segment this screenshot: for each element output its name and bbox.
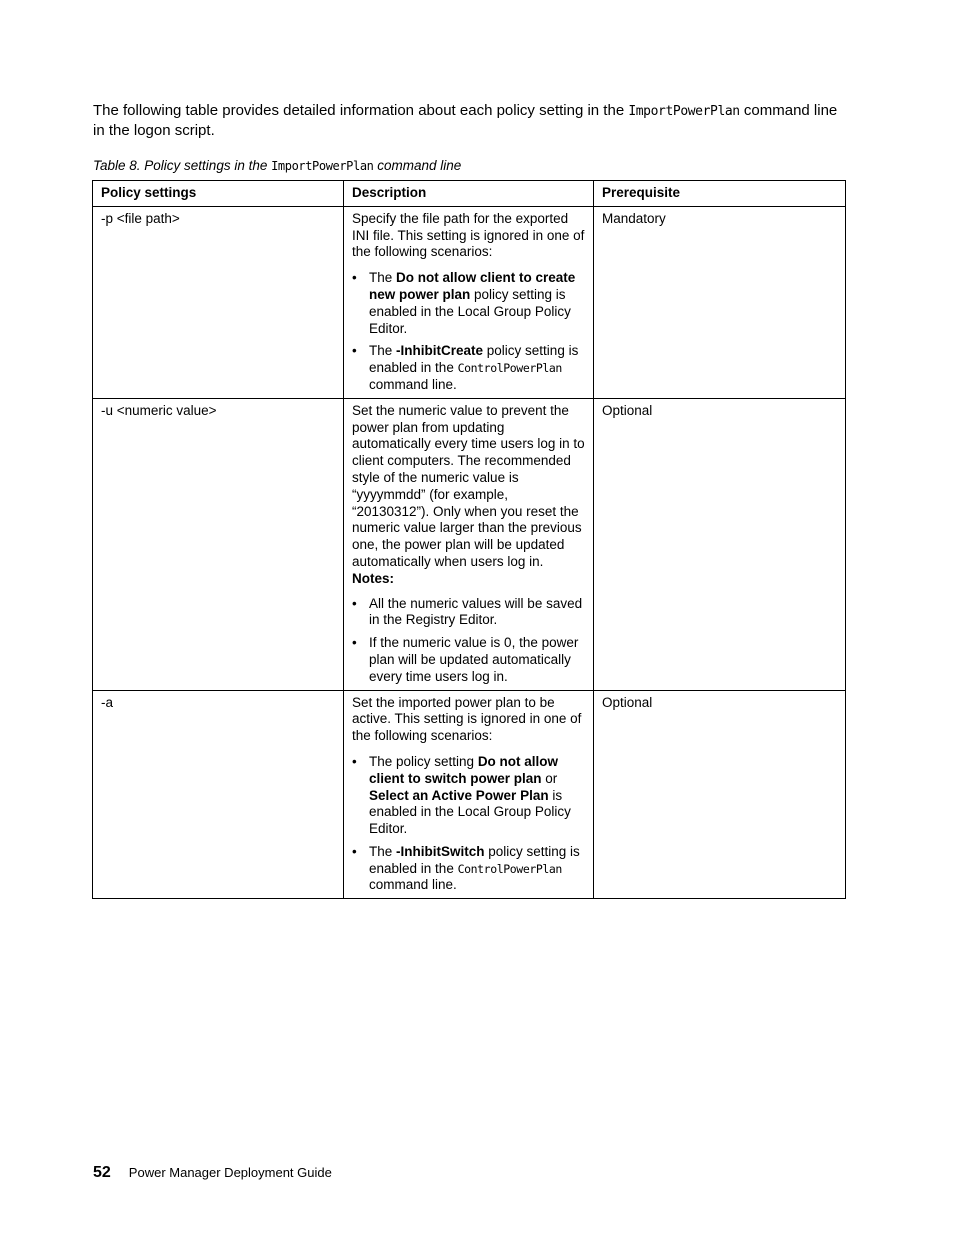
caption-text-before: Table 8. Policy settings in the xyxy=(93,158,272,173)
caption-command: ImportPowerPlan xyxy=(271,159,374,173)
table-row xyxy=(93,690,846,899)
list-item xyxy=(352,635,586,685)
list-item xyxy=(352,754,586,838)
prerequisite-cell: Mandatory xyxy=(594,206,846,398)
bullet-code-text: ControlPowerPlan xyxy=(457,861,562,876)
prerequisite-cell: Optional xyxy=(594,690,846,899)
bullet-list xyxy=(352,754,586,894)
intro-paragraph xyxy=(93,101,853,140)
page-footer xyxy=(93,1163,332,1183)
bullet-text: policy setting is enabled in the Local Group Policy Editor. xyxy=(369,286,571,336)
description-cell xyxy=(344,690,594,899)
setting-cell: -a xyxy=(93,690,344,899)
list-item xyxy=(352,844,586,894)
prerequisite-cell: Optional xyxy=(594,398,846,690)
bullet-text: All the numeric values will be saved in the Registry Editor. xyxy=(369,595,583,628)
bullet-text: The xyxy=(369,343,397,359)
setting-cell: -p <file path> xyxy=(93,206,344,398)
page-number: 52 xyxy=(93,1164,111,1181)
bullet-code-text: ControlPowerPlan xyxy=(457,361,562,376)
bullet-text: command line. xyxy=(369,376,457,392)
table-header-row xyxy=(93,181,846,207)
table-row xyxy=(93,398,846,690)
bullet-bold-text: -InhibitSwitch xyxy=(396,843,485,859)
bullet-bold-text: Select an Active Power Plan xyxy=(369,787,549,803)
bullet-bold-text: Do not allow client to switch power plan xyxy=(369,753,559,786)
description-text: Set the numeric value to prevent the power plan from updating automatically every time users log in to client computers. The recommended style of the numeric value is “yyyymmdd” (for example, “20130312”). Only when you reset the numeric value larger than the previous one, the power plan will be updated automatically when users log in. xyxy=(352,402,585,569)
bullet-text: policy setting is enabled in the xyxy=(369,843,580,876)
notes-label: Notes: xyxy=(352,570,395,586)
bullet-text: The xyxy=(369,270,397,286)
list-item xyxy=(352,343,586,393)
bullet-bold-text: -InhibitCreate xyxy=(396,343,484,359)
description-cell xyxy=(344,206,594,398)
bullet-text: or xyxy=(541,770,558,786)
header-prerequisite: Prerequisite xyxy=(594,181,846,207)
bullet-text: policy setting is enabled in the xyxy=(369,343,579,376)
bullet-text: command line. xyxy=(369,877,457,893)
intro-command: ImportPowerPlan xyxy=(628,104,740,119)
header-policy-settings: Policy settings xyxy=(93,181,344,207)
table-row xyxy=(93,206,846,398)
description-text: Set the imported power plan to be active. This setting is ignored in one of the following scenarios: xyxy=(352,694,582,744)
bullet-text: The policy setting xyxy=(369,753,478,769)
intro-text-before: The following table provides detailed information about each policy setting in the xyxy=(93,102,629,119)
bullet-bold-text: Do not allow client to create new power plan xyxy=(369,270,576,302)
intro-text-after: command line in the logon script. xyxy=(93,102,838,139)
bullet-icon: • xyxy=(352,753,357,769)
description-text: Specify the file path for the exported INI file. This setting is ignored in one of the following scenarios: xyxy=(352,210,585,260)
list-item xyxy=(352,596,586,630)
bullet-icon: • xyxy=(352,635,357,651)
bullet-text: is enabled in the Local Group Policy Editor. xyxy=(369,787,571,837)
header-description: Description xyxy=(344,181,594,207)
table-caption xyxy=(93,157,461,175)
bullet-icon: • xyxy=(352,270,357,286)
list-item xyxy=(352,270,586,337)
bullet-icon: • xyxy=(352,595,357,611)
bullet-list xyxy=(352,596,586,686)
bullet-icon: • xyxy=(352,843,357,859)
guide-title: Power Manager Deployment Guide xyxy=(128,1165,332,1180)
bullet-text: If the numeric value is 0, the power plan will be updated automatically every time users log in. xyxy=(369,635,579,684)
policy-settings-table xyxy=(92,180,846,899)
bullet-text: The xyxy=(369,843,397,859)
setting-cell: -u <numeric value> xyxy=(93,398,344,690)
description-cell xyxy=(344,398,594,690)
bullet-list xyxy=(352,270,586,394)
bullet-icon: • xyxy=(352,343,357,359)
caption-text-after: command line xyxy=(373,158,462,173)
